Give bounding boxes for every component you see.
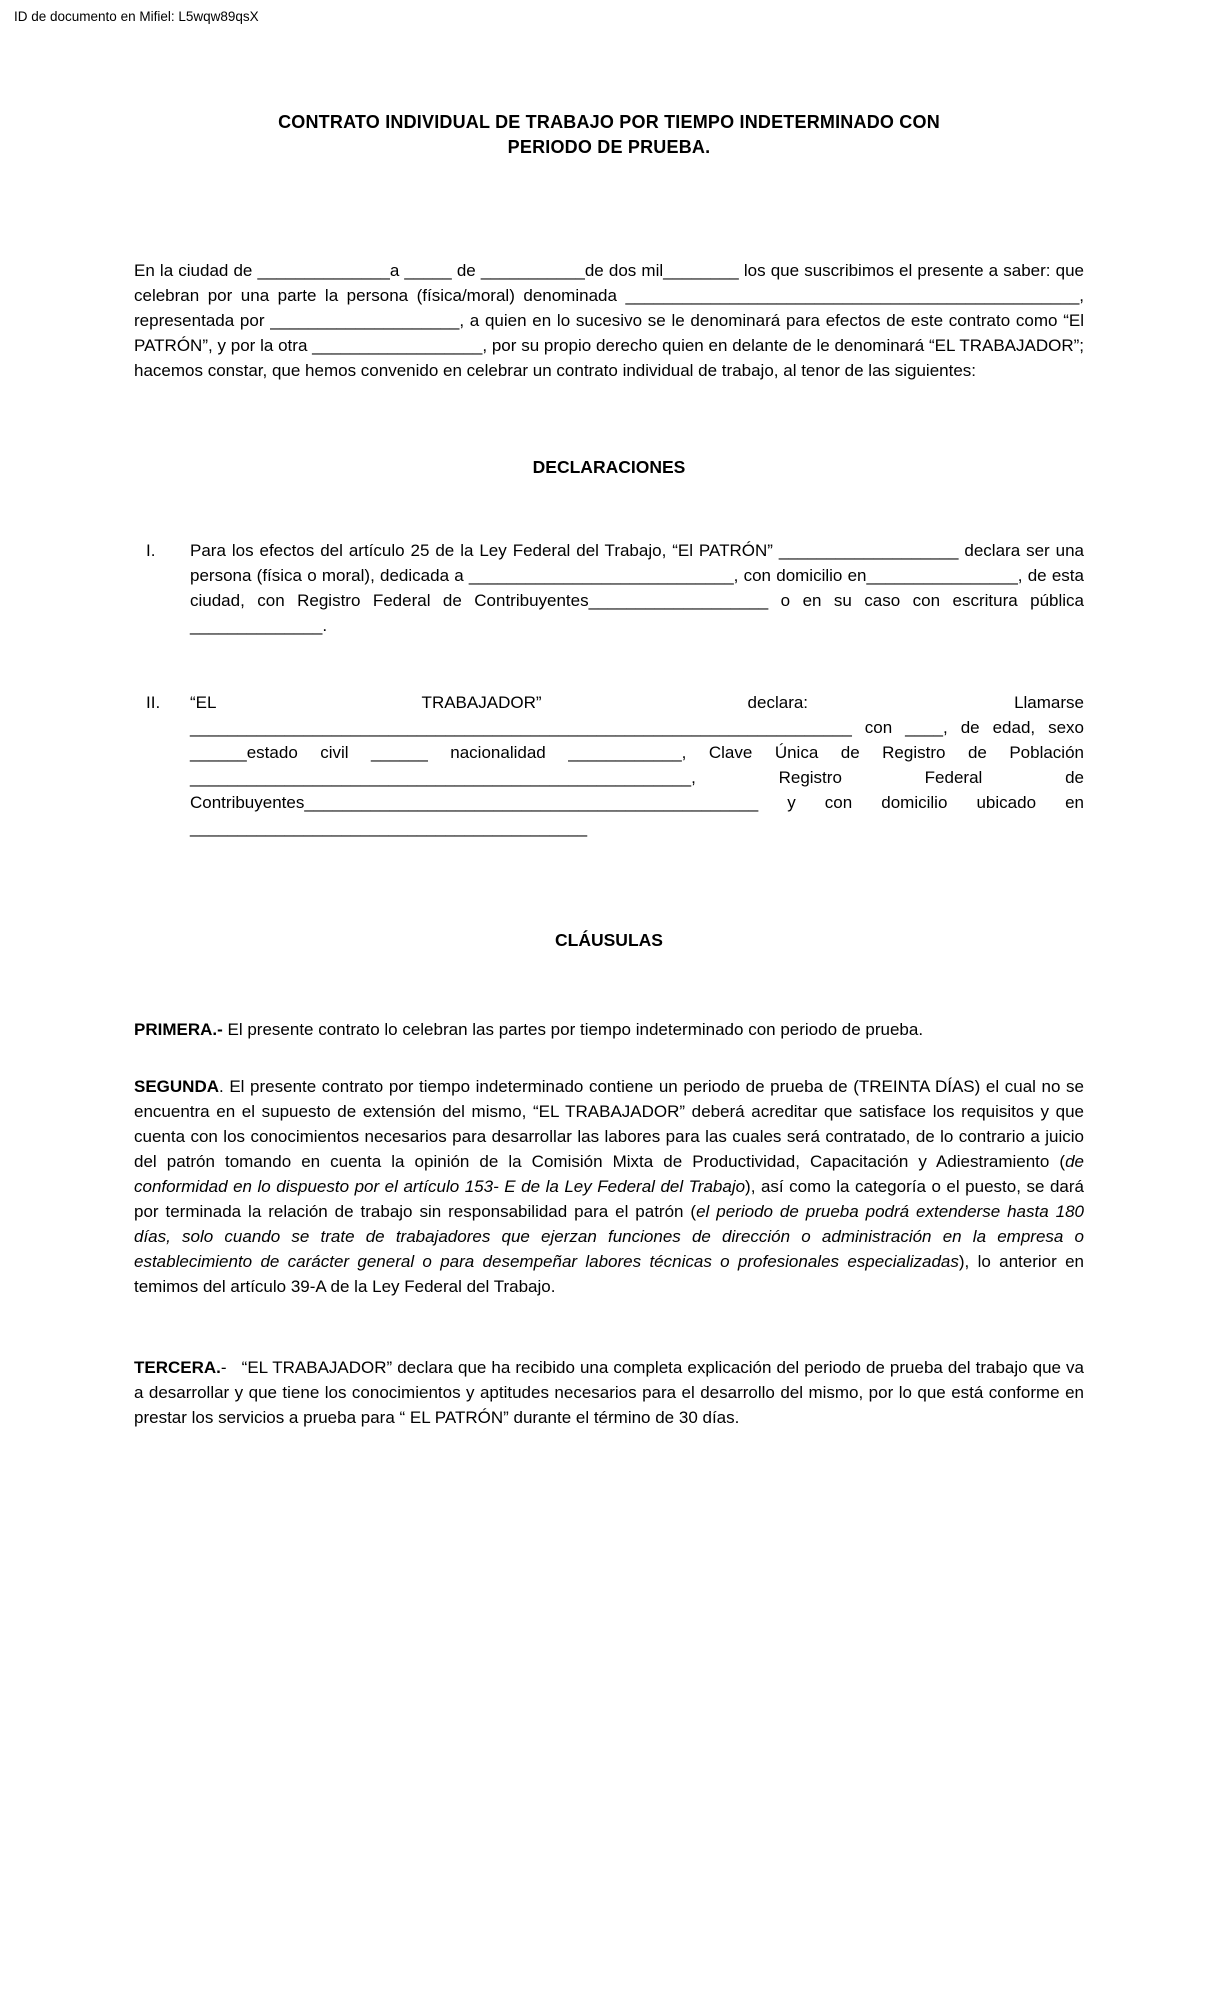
clause-segunda-text-3: ), lo anterior en temimos del artículo 39-A de la Ley Federal del Trabajo. xyxy=(134,1252,1085,1296)
declaration-numeral-1: I. xyxy=(146,541,156,560)
declaraciones-heading: DECLARACIONES xyxy=(532,457,686,477)
clause-tercera-label: TERCERA. xyxy=(134,1358,221,1377)
contract-title-line2: PERIODO DE PRUEBA. xyxy=(507,137,711,157)
clause-segunda-text-2: ), así como la categoría o el puesto, se dará por terminada la relación de trabajo sin responsabilidad para el patrón ( xyxy=(134,1177,1084,1221)
clause-segunda-italic-1: de conformidad en lo dispuesto por el artículo 153- E de la Ley Federal del Trabajo xyxy=(134,1152,1084,1196)
clause-tercera-text: - “EL TRABAJADOR” declara que ha recibido una completa explicación del periodo de prueba del trabajo que va a desarrollar y que tiene los conocimientos y aptitudes necesarios para el desarrollo del mismo, por lo que está conforme en prestar los servicios a prueba para “ EL PATRÓN” durante el término de 30 días. xyxy=(134,1358,1084,1427)
declaration-text-2: “EL TRABAJADOR” declara: Llamarse ______________________________________________________________________ con ____, de edad, sexo ______estado civil ______ nacionalidad ____________, Clave Única de Registro de Población _____________________________________________________, Registro Federal de Contribuyentes________________________________________________ y con domicilio ubicado en __________________________________________ xyxy=(190,693,1084,837)
declaration-item-1 xyxy=(134,538,1084,638)
contract-title-line1: CONTRATO INDIVIDUAL DE TRABAJO POR TIEMPO INDETERMINADO CON xyxy=(278,112,940,132)
declaration-text-1: Para los efectos del artículo 25 de la Ley Federal del Trabajo, “El PATRÓN” ___________________ declara ser una persona (física o moral), dedicada a ____________________________, con domicilio en________________, de esta ciudad, con Registro Federal de Contribuyentes___________________ o en su caso con escritura pública ______________. xyxy=(190,541,1084,635)
clause-tercera xyxy=(134,1355,1084,1430)
declaration-numeral-2: II. xyxy=(146,693,161,712)
clause-segunda xyxy=(134,1074,1084,1299)
contract-title xyxy=(134,110,1084,160)
clause-primera xyxy=(134,1017,1084,1042)
declarations-list xyxy=(134,538,1084,840)
clause-primera-label: PRIMERA.- xyxy=(134,1020,223,1039)
mifiel-document-id: ID de documento en Mifiel: L5wqw89qsX xyxy=(14,9,259,24)
clause-primera-text: El presente contrato lo celebran las partes por tiempo indeterminado con periodo de prueba. xyxy=(222,1020,924,1039)
declaration-item-2 xyxy=(134,690,1084,840)
clause-segunda-label: SEGUNDA xyxy=(134,1077,220,1096)
intro-paragraph: En la ciudad de ______________a _____ de ___________de dos mil________ los que suscribimos el presente a saber: que celebran por una parte la persona (física/moral) denominada ________________________________________________, representada por ____________________, a quien en lo sucesivo se le denominará para efectos de este contrato como “El PATRÓN”, y por la otra __________________, por su propio derecho quien en delante de le denominará “EL TRABAJADOR”; hacemos constar, que hemos convenido en celebrar un contrato individual de trabajo, al tenor de las siguientes: xyxy=(134,261,1084,380)
clausulas-heading: CLÁUSULAS xyxy=(555,930,663,950)
clause-segunda-italic-2: el periodo de prueba podrá extenderse hasta 180 días, solo cuando se trate de trabajadores que ejerzan funciones de dirección o administración en la empresa o establecimiento de carácter general o para desempeñar labores técnicas o profesionales especializadas xyxy=(134,1202,1084,1271)
clause-segunda-text-1: . El presente contrato por tiempo indeterminado contiene un periodo de prueba de (TREINTA DÍAS) el cual no se encuentra en el supuesto de extensión del mismo, “EL TRABAJADOR” deberá acreditar que satisface los requisitos y que cuenta con los conocimientos necesarios para desarrollar las labores para las cuales será contratado, de lo contrario a juicio del patrón tomando en cuenta la opinión de la Comisión Mixta de Productividad, Capacitación y Adiestramiento ( xyxy=(134,1077,1084,1171)
